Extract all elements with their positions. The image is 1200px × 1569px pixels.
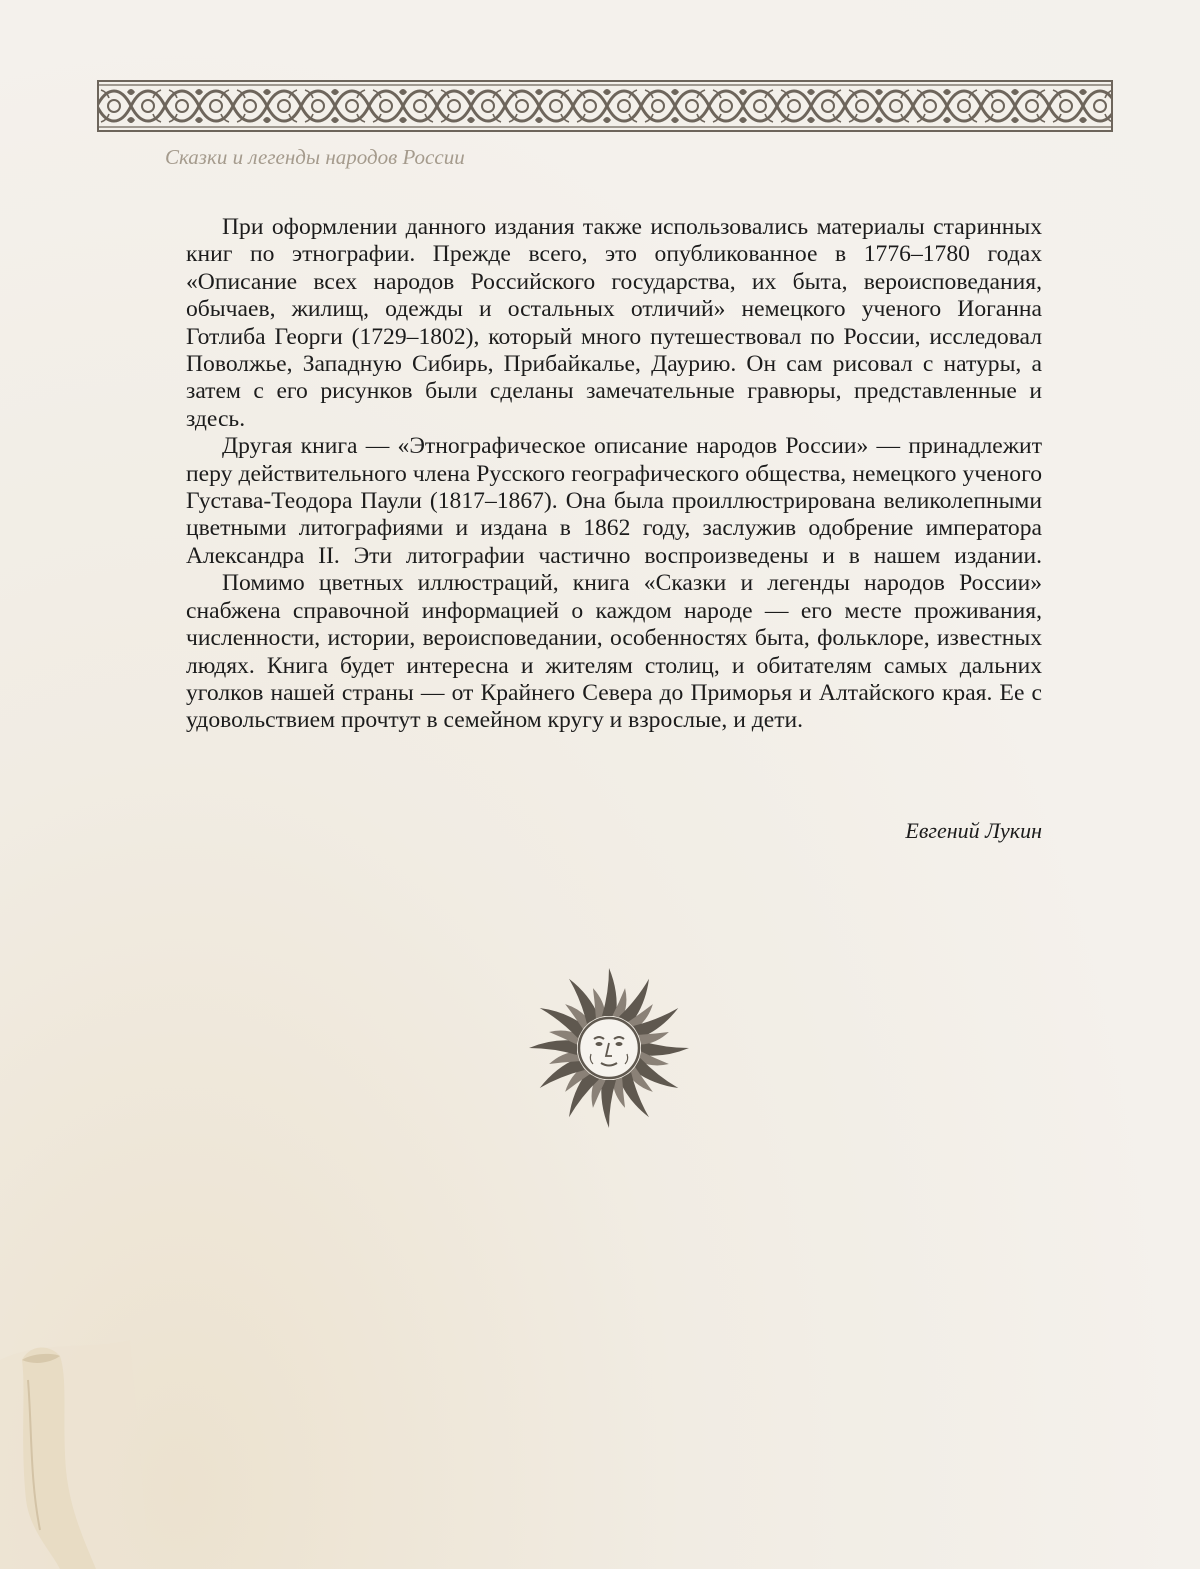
sun-ray [602, 968, 617, 1016]
knot-border-ornament-icon [97, 80, 1113, 132]
article-body [186, 214, 1042, 735]
paragraph: При оформлении данного издания также использовались материалы старинных книг по этнографии. Прежде всего, это опубликованное в 1776–1780 годах «Описание всех народов Российского государства, их быта, вероисповедания, обычаев, жилищ, одежды и остальных отличий» немецкого ученого Иоганна Готлиба Георги (1729–1802), который много путешествовал по России, исследовал Поволжье, Западную Сибирь, Прибайкалье, Даурию. Он сам рисовал с натуры, а затем с его рисунков были сделаны замечательные гравюры, представленные и здесь. [186, 214, 1042, 432]
sun-ray [529, 1040, 577, 1055]
sun-face-icon [517, 964, 701, 1132]
paragraph: Другая книга — «Этнографическое описание народов России» — принадлежит перу действительного члена Русского географического общества, немецкого ученого Густава-Теодора Паули (1817–1867). Она была проиллюстрирована великолепными цветными литографиями и издана в 1862 году, заслужив одобрение императора Александра II. Эти литографии частично воспроизведены и в нашем издании. [186, 433, 1042, 569]
running-head: Сказки и легенды народов России [165, 145, 465, 169]
paragraph: Помимо цветных иллюстраций, книга «Сказки и легенды народов России» снабжена справочной информацией о каждом народе — его месте проживания, численности, истории, вероисповедании, особенностях быта, фольклоре, известных людях. Книга будет интересна и жителям столиц, и обитателям самых дальних уголков нашей страны — от Крайнего Севера до Приморья и Алтайского края. Ее с удовольствием прочтут в семейном кругу и взрослые, и дети. [186, 570, 1042, 734]
author-signature: Евгений Лукин [905, 818, 1042, 843]
parchment-scroll-icon [0, 1300, 160, 1569]
sun-ray [601, 1080, 616, 1128]
